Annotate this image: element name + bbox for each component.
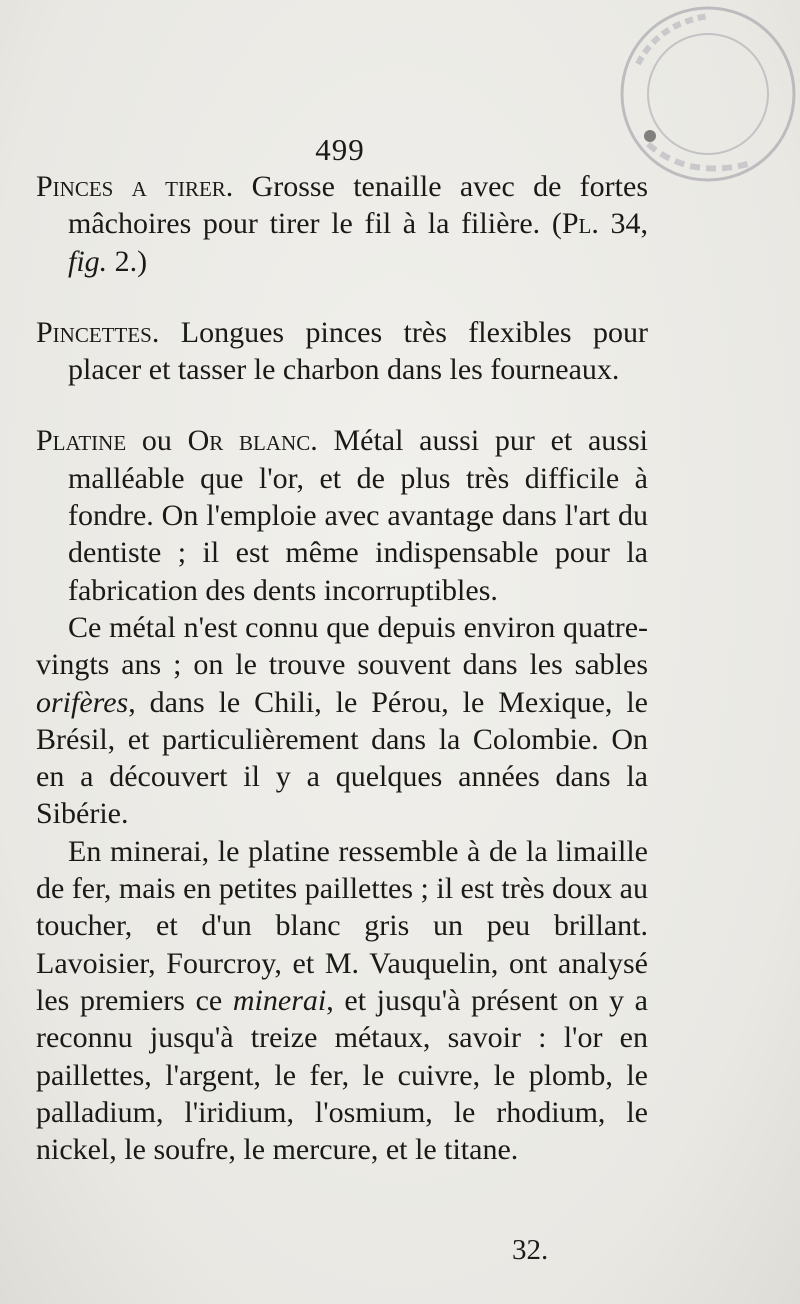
paragraph-text: Ce métal n'est connu que depuis environ quatre-vingts ans ; on le trouve souvent dans les sables — [36, 610, 648, 682]
figure-number: 2.) — [107, 244, 148, 278]
entry-term: Pincettes. — [36, 315, 160, 349]
entry-definition: Grosse tenaille avec de fortes mâchoires pour tirer le fil à la filière. ( — [68, 170, 648, 241]
entry-definition: Métal aussi pur et aussi malléable que l'or, et de plus très difficile à fondre. On l'emploie avec avantage dans l'art du dentiste ; il est même indispensable pour la fabrication des dents incorruptibles. — [68, 424, 648, 607]
entry-definition: Longues pinces très flexibles pour placer et tasser le charbon dans les fourneaux. — [68, 315, 648, 387]
figure-abbreviation: fig. — [68, 244, 108, 278]
page-number: 499 — [315, 132, 365, 167]
plate-number: 34, — [598, 207, 649, 241]
entry-pinces-a-tirer — [36, 168, 648, 280]
plate-reference: Pl. — [561, 207, 599, 241]
paragraph-text: , dans le Chili, le Pérou, le Mexique, le Brésil, et particulièrement dans la Colombie. On en a découvert il y a quelques années dans la Sibérie. — [36, 685, 648, 831]
signature-mark: 32. — [512, 1234, 549, 1266]
page-body — [36, 168, 648, 1168]
paragraph-history — [36, 609, 648, 833]
paragraph-text: , et jusqu'à présent on y a reconnu jusqu'à treize métaux, savoir : l'or en paillettes, l'argent, le fer, le cuivre, le plomb, le palladium, l'iridium, l'osmium, le rhodium, le nickel, le soufre, le mercure, et le titane. — [36, 983, 648, 1167]
entry-term-alt: Or blanc. — [187, 424, 318, 458]
paragraph-minerai — [36, 833, 648, 1169]
entry-term: Pinces a tirer. — [36, 170, 234, 203]
entry-pincettes — [36, 314, 648, 389]
italic-word: orifères — [36, 685, 129, 719]
entry-term-connector: ou — [126, 424, 188, 458]
entry-platine — [36, 422, 648, 608]
paragraph-text: En minerai, le platine ressemble à de la limaille de fer, mais en petites paillettes ; il est très doux au toucher, et d'un blanc gris un peu brillant. Lavoisier, Fourcroy, et M. Vauquelin, ont analysé les premiers ce — [36, 834, 648, 1017]
entry-term: Platine — [36, 424, 127, 458]
italic-word: minerai — [232, 983, 327, 1017]
